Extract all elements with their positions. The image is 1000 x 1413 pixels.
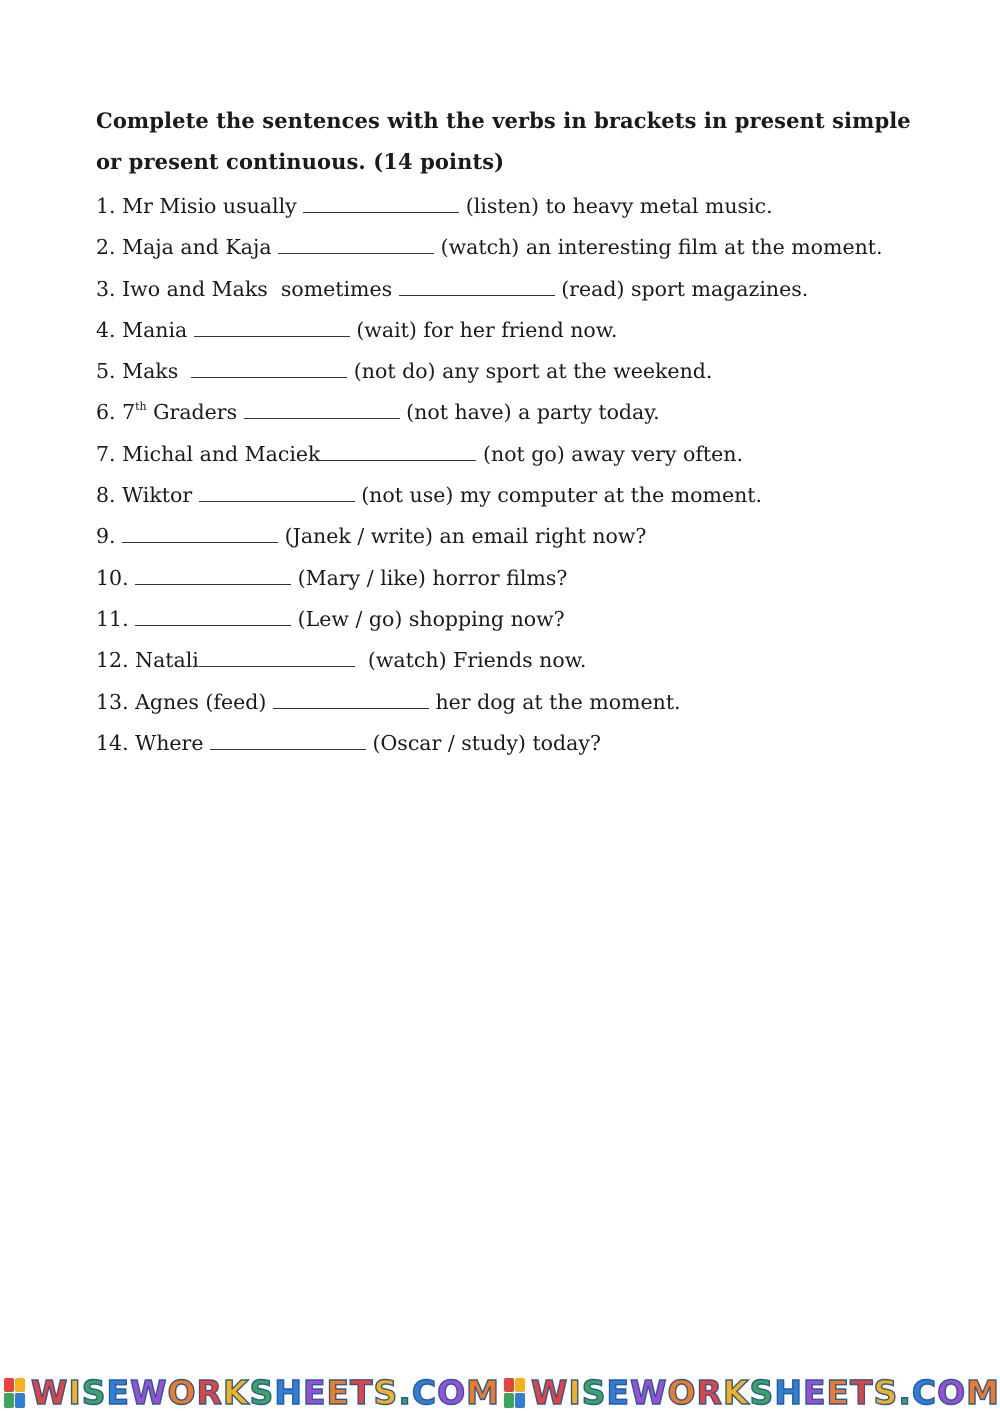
logo-tile bbox=[504, 1378, 514, 1393]
item-text-after: (not have) a party today. bbox=[399, 400, 660, 425]
item-text-before: Natali bbox=[128, 648, 199, 673]
item-number: 7. bbox=[96, 441, 116, 466]
item-number: 5. bbox=[96, 359, 116, 384]
answer-blank[interactable] bbox=[278, 236, 434, 254]
item-number: 9. bbox=[96, 524, 116, 549]
logo-tile bbox=[515, 1393, 525, 1408]
ordinal-suffix: th bbox=[135, 399, 147, 413]
answer-blank[interactable] bbox=[199, 484, 355, 502]
answer-blank[interactable] bbox=[194, 319, 350, 337]
brand-logo-icon bbox=[4, 1378, 25, 1408]
brand-watermark-2 bbox=[500, 1373, 1000, 1412]
brand-watermark-1 bbox=[0, 1373, 500, 1412]
item-text-before: Mr Misio usually bbox=[115, 194, 304, 218]
item-text-after: (Oscar / study) today? bbox=[365, 730, 601, 755]
item-number: 3. bbox=[96, 276, 116, 301]
item-text-after: (watch) Friends now. bbox=[354, 648, 587, 673]
instructions-heading: Complete the sentences with the verbs in brackets in present simple or present continuous. (14 points) bbox=[96, 108, 911, 174]
answer-blank[interactable] bbox=[303, 195, 459, 213]
item-text-after: (wait) for her friend now. bbox=[349, 317, 618, 342]
item-text-after: (read) sport magazines. bbox=[554, 276, 809, 301]
item-number: 1. bbox=[96, 194, 116, 218]
answer-blank[interactable] bbox=[199, 649, 355, 667]
worksheet bbox=[96, 100, 916, 764]
item-number: 8. bbox=[96, 483, 116, 508]
item-text-after: (listen) to heavy metal music. bbox=[459, 194, 773, 218]
exercise-item-9 bbox=[96, 516, 916, 557]
item-number: 4. bbox=[96, 317, 116, 342]
item-text-before: Mania bbox=[115, 317, 194, 342]
item-number: 13. bbox=[96, 689, 129, 714]
brand-text: WISEWORKSHEETS.COM bbox=[531, 1373, 1000, 1412]
brand-logo-icon bbox=[504, 1378, 525, 1408]
answer-blank[interactable] bbox=[135, 567, 291, 585]
item-text-before: Agnes (feed) bbox=[128, 689, 273, 714]
logo-tile bbox=[4, 1393, 14, 1408]
item-text-before: Maks bbox=[115, 359, 192, 384]
answer-blank[interactable] bbox=[135, 608, 291, 626]
answer-blank[interactable] bbox=[273, 691, 429, 709]
item-text-after: (not go) away very often. bbox=[476, 441, 743, 466]
answer-blank[interactable] bbox=[244, 401, 400, 419]
logo-tile bbox=[15, 1393, 25, 1408]
answer-blank[interactable] bbox=[320, 443, 476, 461]
logo-tile bbox=[515, 1378, 525, 1393]
exercise-item-6 bbox=[96, 392, 916, 433]
exercise-item-1 bbox=[96, 186, 916, 227]
item-text-before: Maja and Kaja bbox=[115, 235, 279, 260]
logo-tile bbox=[15, 1378, 25, 1393]
item-text-after: (not use) my computer at the moment. bbox=[354, 483, 763, 508]
answer-blank[interactable] bbox=[191, 360, 347, 378]
exercise-item-12 bbox=[96, 640, 916, 681]
item-number: 10. bbox=[96, 565, 129, 590]
exercise-item-10 bbox=[96, 558, 916, 599]
exercise-item-13 bbox=[96, 682, 916, 723]
exercise-item-7 bbox=[96, 434, 916, 475]
item-text-before: Graders bbox=[146, 400, 244, 425]
brand-text: WISEWORKSHEETS.COM bbox=[31, 1373, 500, 1412]
exercise-item-11 bbox=[96, 599, 916, 640]
item-text-before: Wiktor bbox=[115, 483, 199, 508]
item-text-after: her dog at the moment. bbox=[428, 689, 681, 714]
exercise-item-5 bbox=[96, 351, 916, 392]
answer-blank[interactable] bbox=[122, 525, 278, 543]
item-number: 2. bbox=[96, 235, 116, 260]
item-number: 12. bbox=[96, 648, 129, 673]
footer-watermark bbox=[0, 1372, 1000, 1413]
answer-blank[interactable] bbox=[210, 732, 366, 750]
exercise-item-4 bbox=[96, 310, 916, 351]
item-text-before-pre: 7 bbox=[115, 400, 136, 425]
item-text-after: (Mary / like) horror films? bbox=[291, 565, 568, 590]
item-text-before: Iwo and Maks sometimes bbox=[115, 276, 399, 301]
exercise-list bbox=[96, 186, 916, 764]
item-text-after: (Janek / write) an email right now? bbox=[278, 524, 647, 549]
item-text-before: Where bbox=[128, 730, 210, 755]
logo-tile bbox=[4, 1378, 14, 1393]
logo-tile bbox=[504, 1393, 514, 1408]
answer-blank[interactable] bbox=[399, 278, 555, 296]
item-number: 11. bbox=[96, 606, 129, 631]
item-number: 6. bbox=[96, 400, 116, 425]
item-text-before: Michal and Maciek bbox=[115, 441, 321, 466]
exercise-item-8 bbox=[96, 475, 916, 516]
exercise-item-14 bbox=[96, 723, 916, 764]
exercise-item-3 bbox=[96, 269, 916, 310]
item-text-after: (watch) an interesting film at the moment. bbox=[434, 235, 883, 260]
item-text-after: (not do) any sport at the weekend. bbox=[347, 359, 713, 384]
item-number: 14. bbox=[96, 730, 129, 755]
item-text-after: (Lew / go) shopping now? bbox=[291, 606, 565, 631]
exercise-item-2 bbox=[96, 227, 916, 268]
